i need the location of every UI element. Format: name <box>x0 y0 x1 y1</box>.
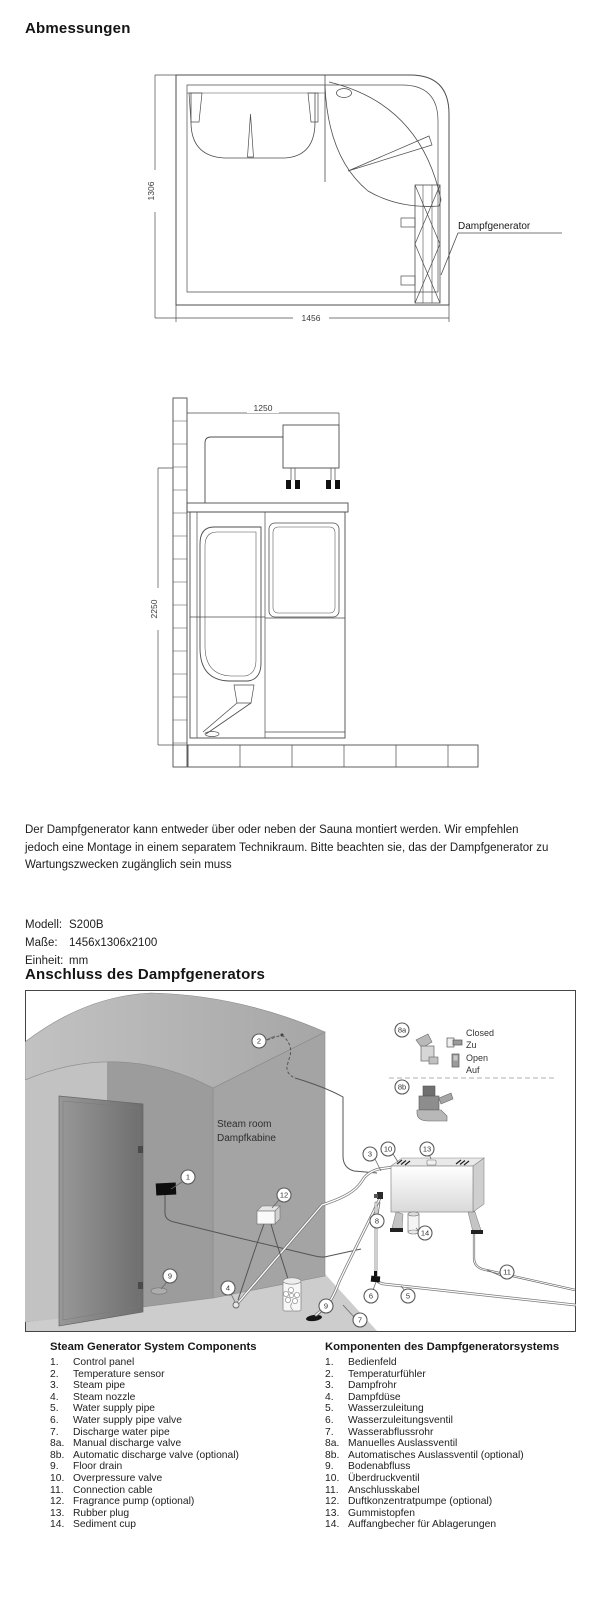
callout-14 <box>418 1226 432 1240</box>
callout-9-right <box>319 1299 333 1313</box>
sediment-cup <box>408 1212 419 1234</box>
list-item: 10. Overpressure valve <box>50 1472 163 1484</box>
model-row <box>25 916 157 934</box>
open-label-de: Auf <box>466 1065 480 1075</box>
installation-note <box>25 822 548 875</box>
svg-text:8b: 8b <box>397 1082 407 1092</box>
page-title-dimensions: Abmessungen <box>25 20 131 37</box>
svg-text:8a: 8a <box>397 1025 407 1035</box>
dimension-lines <box>148 402 339 745</box>
svg-text:11: 11 <box>503 1267 511 1277</box>
tub-outline <box>200 527 261 681</box>
svg-text:7: 7 <box>357 1315 363 1325</box>
wall-column <box>173 398 187 767</box>
connection-diagram <box>25 990 576 1332</box>
list-item: 8b. Automatic discharge valve (optional) <box>50 1449 239 1461</box>
list-item: 4. Dampfdüse <box>325 1391 401 1403</box>
open-valve-icon <box>452 1054 459 1067</box>
size-row <box>25 934 157 952</box>
page-title-connection: Anschluss des Dampfgenerators <box>25 966 266 983</box>
callout-10 <box>381 1142 395 1156</box>
bench-seat <box>189 93 318 158</box>
components-list-en-title: Steam Generator System Components <box>50 1341 257 1353</box>
svg-text:3: 3 <box>367 1149 373 1159</box>
callout-5 <box>401 1289 415 1303</box>
list-item: 13. Gummistopfen <box>325 1507 415 1519</box>
list-item: 8a. Manuelles Auslassventil <box>325 1438 458 1450</box>
door-panel <box>269 523 339 617</box>
floor-drain-icon <box>151 1288 167 1294</box>
callout-1 <box>181 1170 195 1184</box>
cabin-body <box>187 503 348 738</box>
list-item: 14. Sediment cup <box>50 1519 136 1531</box>
callout-4 <box>221 1281 235 1295</box>
side-view-drawing <box>25 380 575 780</box>
unit-label: Einheit: <box>25 955 64 967</box>
door-hinge-icon <box>138 1282 143 1289</box>
list-item: 1. Bedienfeld <box>325 1357 397 1368</box>
cabin-door <box>59 1096 143 1326</box>
list-item: 2. Temperaturfühler <box>325 1368 426 1380</box>
room-label-en: Steam room <box>217 1119 272 1130</box>
callout-8 <box>370 1214 384 1228</box>
open-label-en: Open <box>466 1053 489 1063</box>
cabin-outline <box>176 75 449 305</box>
svg-text:9: 9 <box>167 1271 173 1281</box>
components-list-de-title: Komponenten des Dampfgeneratorsystems <box>325 1341 560 1353</box>
top-view-drawing <box>25 60 575 335</box>
components-list-en <box>50 1341 315 1531</box>
list-item: 11. Anschlusskabel <box>325 1484 420 1496</box>
closed-label-de: Zu <box>466 1040 477 1050</box>
control-panel <box>156 1182 177 1195</box>
list-item: 2. Temperature sensor <box>50 1368 165 1380</box>
steam-pipe-line <box>205 437 283 503</box>
shower-head-icon <box>337 89 352 98</box>
floor-base <box>188 745 478 767</box>
shower-tray <box>325 82 441 206</box>
list-item: 12. Duftkonzentratpumpe (optional) <box>325 1496 493 1508</box>
rubber-plug <box>427 1160 436 1165</box>
list-item: 13. Rubber plug <box>50 1507 130 1519</box>
list-item: 3. Steam pipe <box>50 1380 126 1392</box>
door-hinge-icon <box>138 1146 143 1153</box>
dim-label-1456: 1456 <box>301 313 321 323</box>
list-item: 7. Wasserabflussrohr <box>325 1426 434 1438</box>
note-line: Wartungszwecken zugänglich sein muss <box>25 859 232 872</box>
callout-6 <box>364 1289 378 1303</box>
list-item: 8a. Manual discharge valve <box>50 1438 182 1450</box>
note-line: Der Dampfgenerator kann entweder über oder neben der Sauna montiert werden. Wir empfehlen <box>25 824 519 836</box>
callout-11 <box>500 1265 514 1279</box>
unit-value: mm <box>69 955 89 967</box>
svg-text:5: 5 <box>405 1291 411 1301</box>
model-label: Modell: <box>25 919 63 931</box>
generator-callout-label: Dampfgenerator <box>458 221 531 232</box>
room-label-de: Dampfkabine <box>217 1133 276 1144</box>
svg-text:8: 8 <box>374 1216 380 1226</box>
closed-label-en: Closed <box>466 1028 495 1038</box>
callout-12 <box>277 1188 291 1202</box>
list-item: 10. Überdruckventil <box>325 1472 420 1484</box>
svg-text:12: 12 <box>279 1190 289 1200</box>
components-list-de <box>325 1341 585 1531</box>
size-label: Maße: <box>25 937 58 949</box>
note-line: jedoch eine Montage in einem separatem Technikraum. Bitte beachten sie, das der Dampfgenerator zu <box>25 841 549 854</box>
callout-3 <box>363 1147 377 1161</box>
callout-7 <box>353 1313 367 1327</box>
callout-8b <box>395 1080 409 1094</box>
steam-nozzle <box>233 1302 239 1308</box>
size-value: 1456x1306x2100 <box>69 937 158 949</box>
callout-8a <box>395 1023 409 1037</box>
fragrance-bottle <box>283 1278 301 1311</box>
list-item: 1. Control panel <box>50 1357 135 1368</box>
list-item: 8b. Automatisches Auslassventil (optional) <box>325 1449 524 1461</box>
list-item: 9. Bodenabfluss <box>325 1461 411 1473</box>
list-item: 9. Floor drain <box>50 1461 123 1473</box>
svg-text:2: 2 <box>256 1036 262 1046</box>
svg-text:10: 10 <box>383 1144 393 1154</box>
generator-leader-line <box>441 233 562 275</box>
svg-text:1: 1 <box>185 1172 191 1182</box>
dim-label-1306: 1306 <box>146 181 156 201</box>
list-item: 4. Steam nozzle <box>50 1391 136 1403</box>
list-item: 5. Wasserzuleitung <box>325 1403 424 1415</box>
svg-text:4: 4 <box>225 1283 231 1293</box>
callout-13 <box>420 1142 434 1156</box>
list-item: 6. Wasserzuleitungsventil <box>325 1414 453 1426</box>
list-item: 11. Connection cable <box>50 1484 153 1496</box>
model-info <box>25 916 157 970</box>
list-item: 7. Discharge water pipe <box>50 1426 170 1438</box>
dim-label-2250: 2250 <box>149 599 159 619</box>
list-item: 5. Water supply pipe <box>50 1403 156 1415</box>
svg-text:9: 9 <box>323 1301 329 1311</box>
callout-2 <box>252 1034 266 1048</box>
generator-box <box>205 425 340 503</box>
list-item: 6. Water supply pipe valve <box>50 1414 182 1426</box>
list-item: 14. Auffangbecher für Ablagerungen <box>325 1519 497 1531</box>
svg-text:13: 13 <box>422 1144 432 1154</box>
svg-text:6: 6 <box>368 1291 374 1301</box>
generator-hatch-box <box>401 185 440 303</box>
svg-text:14: 14 <box>420 1228 430 1238</box>
model-value: S200B <box>69 919 104 931</box>
callout-9-left <box>163 1269 177 1283</box>
dim-label-1250: 1250 <box>253 403 273 413</box>
list-item: 3. Dampfrohr <box>325 1380 397 1392</box>
list-item: 12. Fragrance pump (optional) <box>50 1496 195 1508</box>
